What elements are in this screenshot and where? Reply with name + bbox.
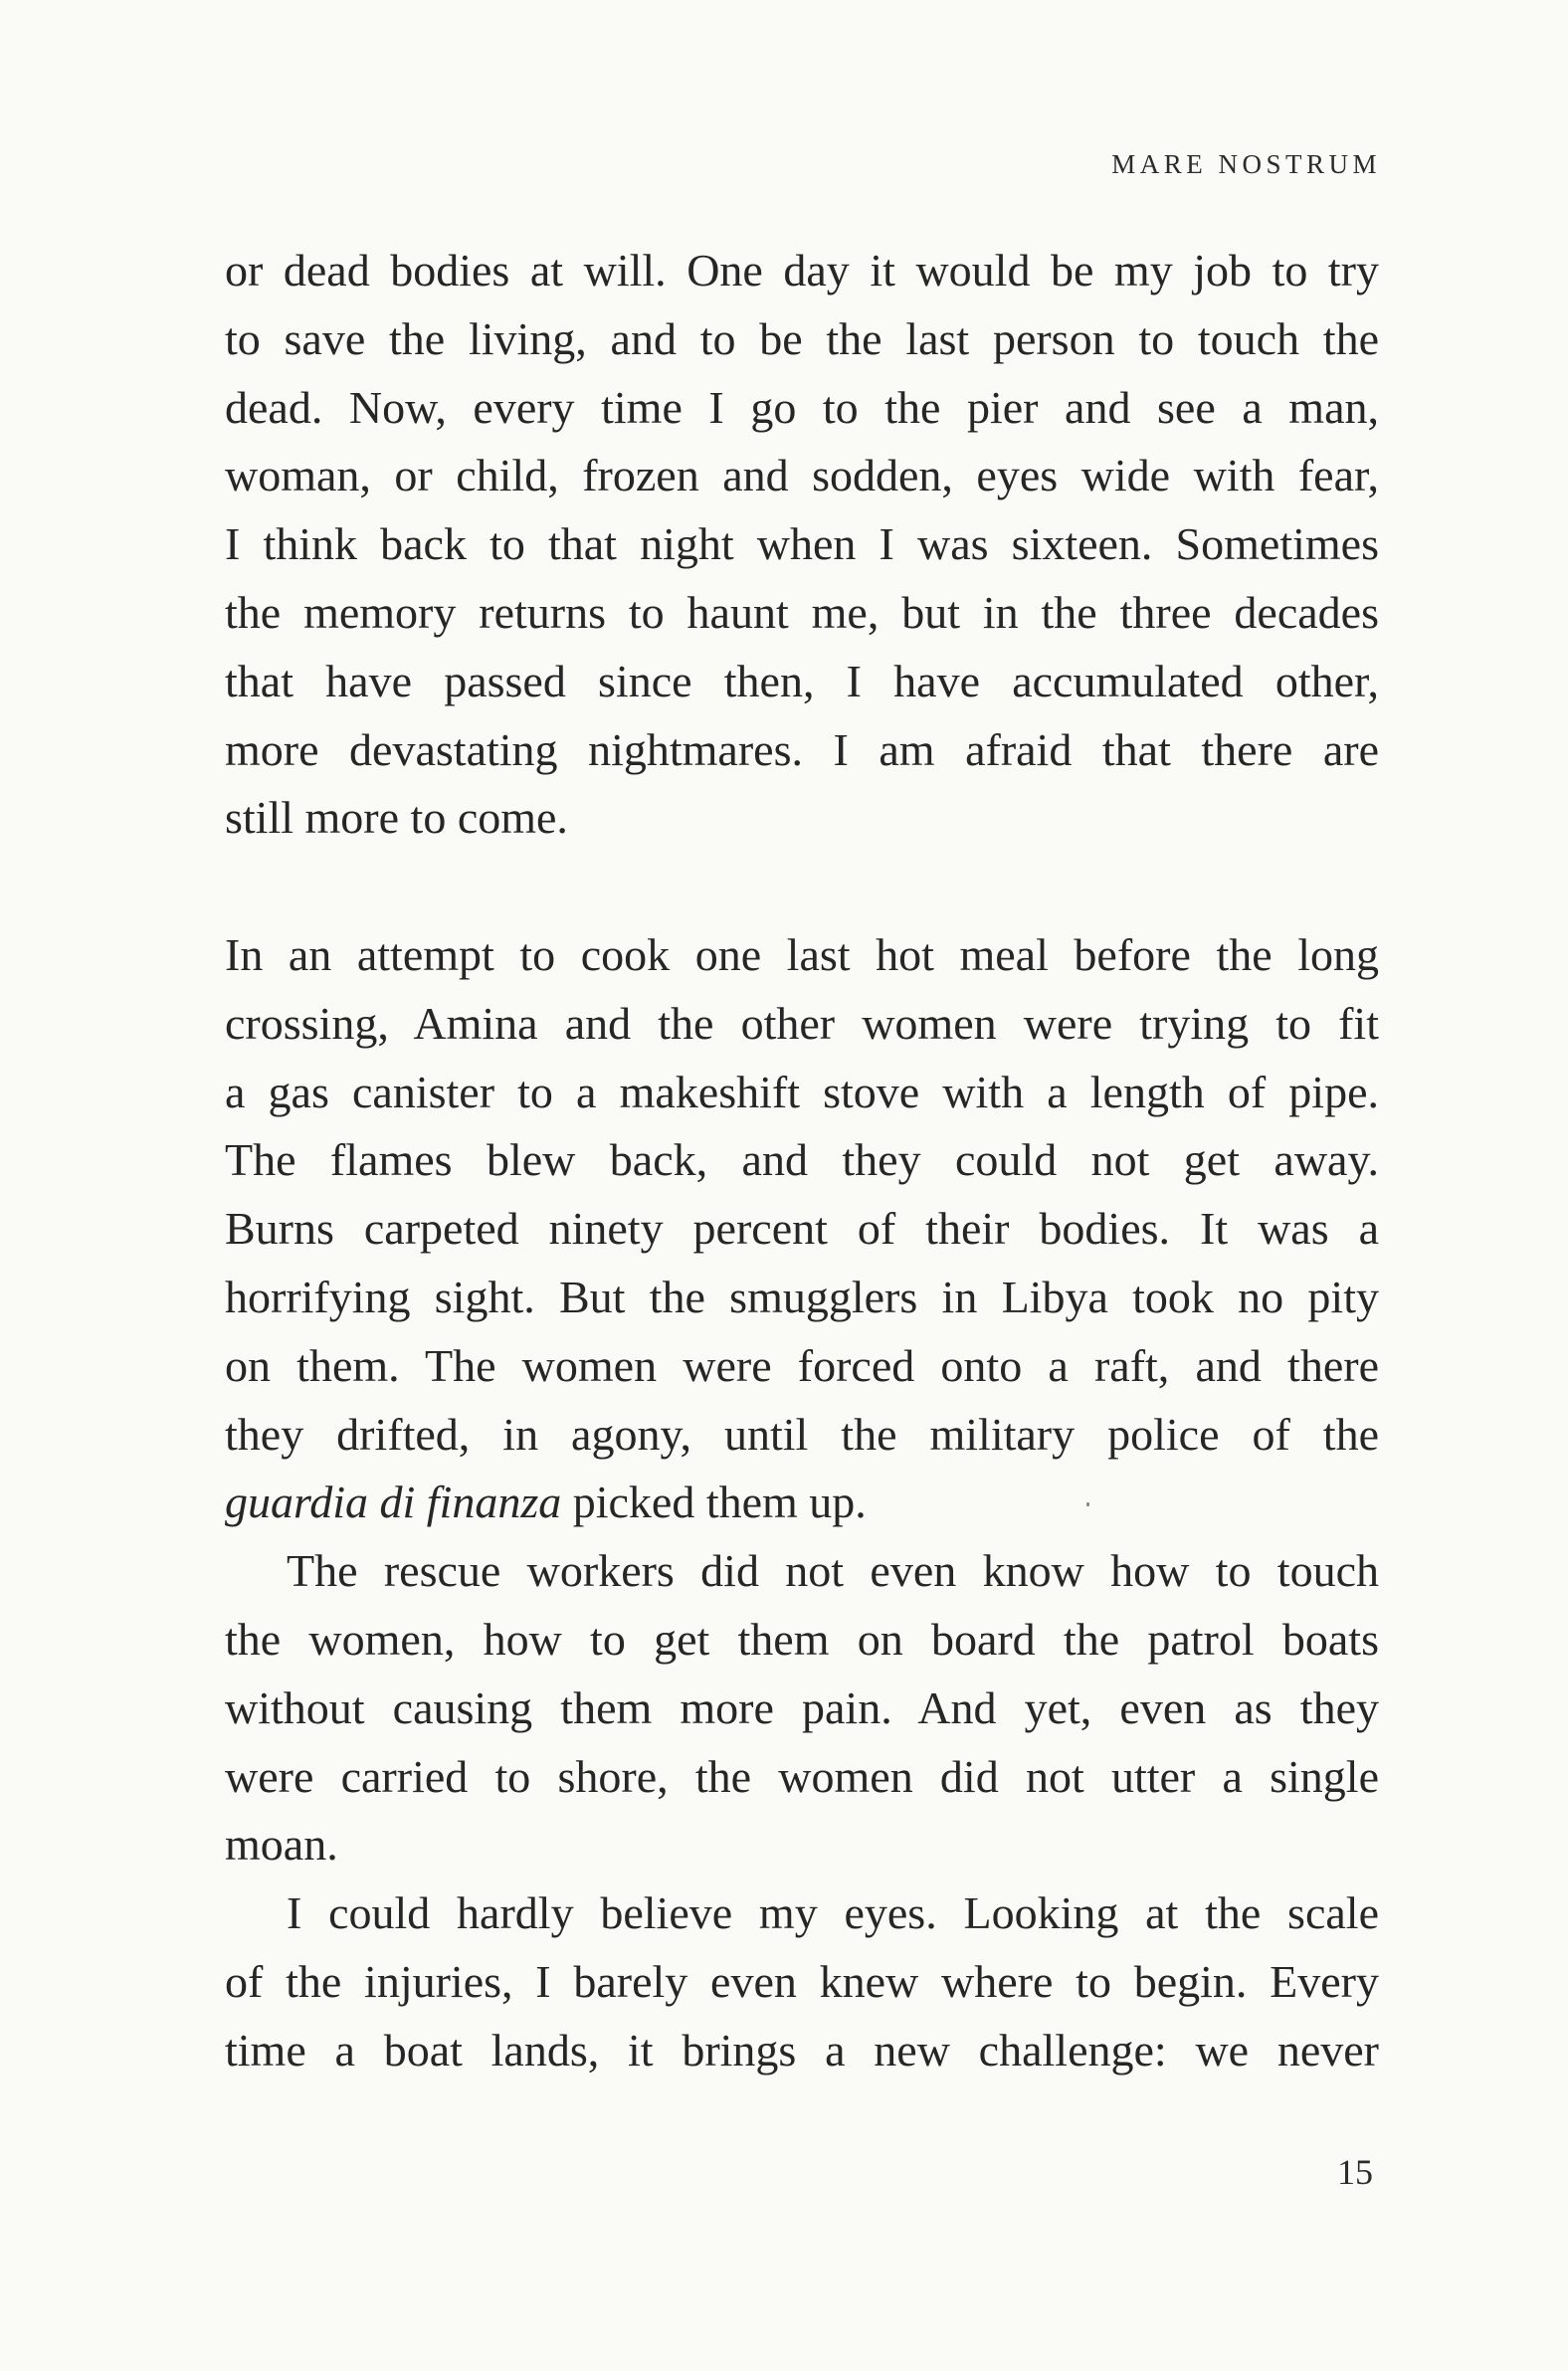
text-line: The rescue workers did not even know how to touch: [287, 1545, 1379, 1597]
text-block-top: [225, 237, 1379, 853]
text-line: to save the living, and to be the last person to touch the: [225, 312, 1379, 364]
text-line: of the injuries, I barely even knew where to begin. Every: [225, 1955, 1379, 2007]
text-line: I think back to that night when I was sixteen. Sometimes: [225, 518, 1379, 570]
italic-term: guardia di finanza: [225, 1477, 562, 1528]
text-line: dead. Now, every time I go to the pier and see a man,: [225, 381, 1379, 433]
text-block-bottom: [225, 921, 1379, 2085]
text-line: they drifted, in agony, until the military police of the: [225, 1408, 1379, 1460]
text-line: the memory returns to haunt me, but in the three decades: [225, 586, 1379, 638]
text-line: moan.: [225, 1819, 338, 1871]
text-line: on them. The women were forced onto a raft, and there: [225, 1339, 1379, 1391]
text-line: I could hardly believe my eyes. Looking at the scale: [287, 1887, 1379, 1939]
text-line: or dead bodies at will. One day it would be my job to try: [225, 245, 1379, 296]
running-head: MARE NOSTRUM: [1111, 149, 1381, 179]
text-line: horrifying sight. But the smugglers in Libya took no pity: [225, 1271, 1379, 1322]
text-line: time a boat lands, it brings a new challenge: we never: [225, 2024, 1379, 2075]
page-number: 15: [1337, 2152, 1373, 2192]
text-line: Burns carpeted ninety percent of their bodies. It was a: [225, 1203, 1379, 1255]
text-line: still more to come.: [225, 792, 568, 844]
text-line: were carried to shore, the women did not utter a single: [225, 1750, 1379, 1802]
paragraph-2: [225, 921, 1379, 1537]
text-line: The flames blew back, and they could not get away.: [225, 1134, 1379, 1186]
scan-speck: [1086, 1502, 1089, 1506]
text-line: without causing them more pain. And yet, even as they: [225, 1681, 1379, 1733]
paragraph-4: [225, 1879, 1379, 2084]
text-line: [225, 1469, 1379, 1537]
text-fragment: picked them up.: [561, 1477, 867, 1528]
text-line: a gas canister to a makeshift stove with a length of pipe.: [225, 1066, 1379, 1117]
text-line: woman, or child, frozen and sodden, eyes wide with fear,: [225, 450, 1379, 501]
text-line: crossing, Amina and the other women were trying to fit: [225, 997, 1379, 1049]
text-line: more devastating nightmares. I am afraid that there are: [225, 723, 1379, 775]
text-line: the women, how to get them on board the patrol boats: [225, 1613, 1379, 1665]
paragraph-1: [225, 237, 1379, 853]
text-line: that have passed since then, I have accumulated other,: [225, 655, 1379, 706]
paragraph-3: [225, 1537, 1379, 1879]
text-line: In an attempt to cook one last hot meal before the long: [225, 929, 1379, 980]
